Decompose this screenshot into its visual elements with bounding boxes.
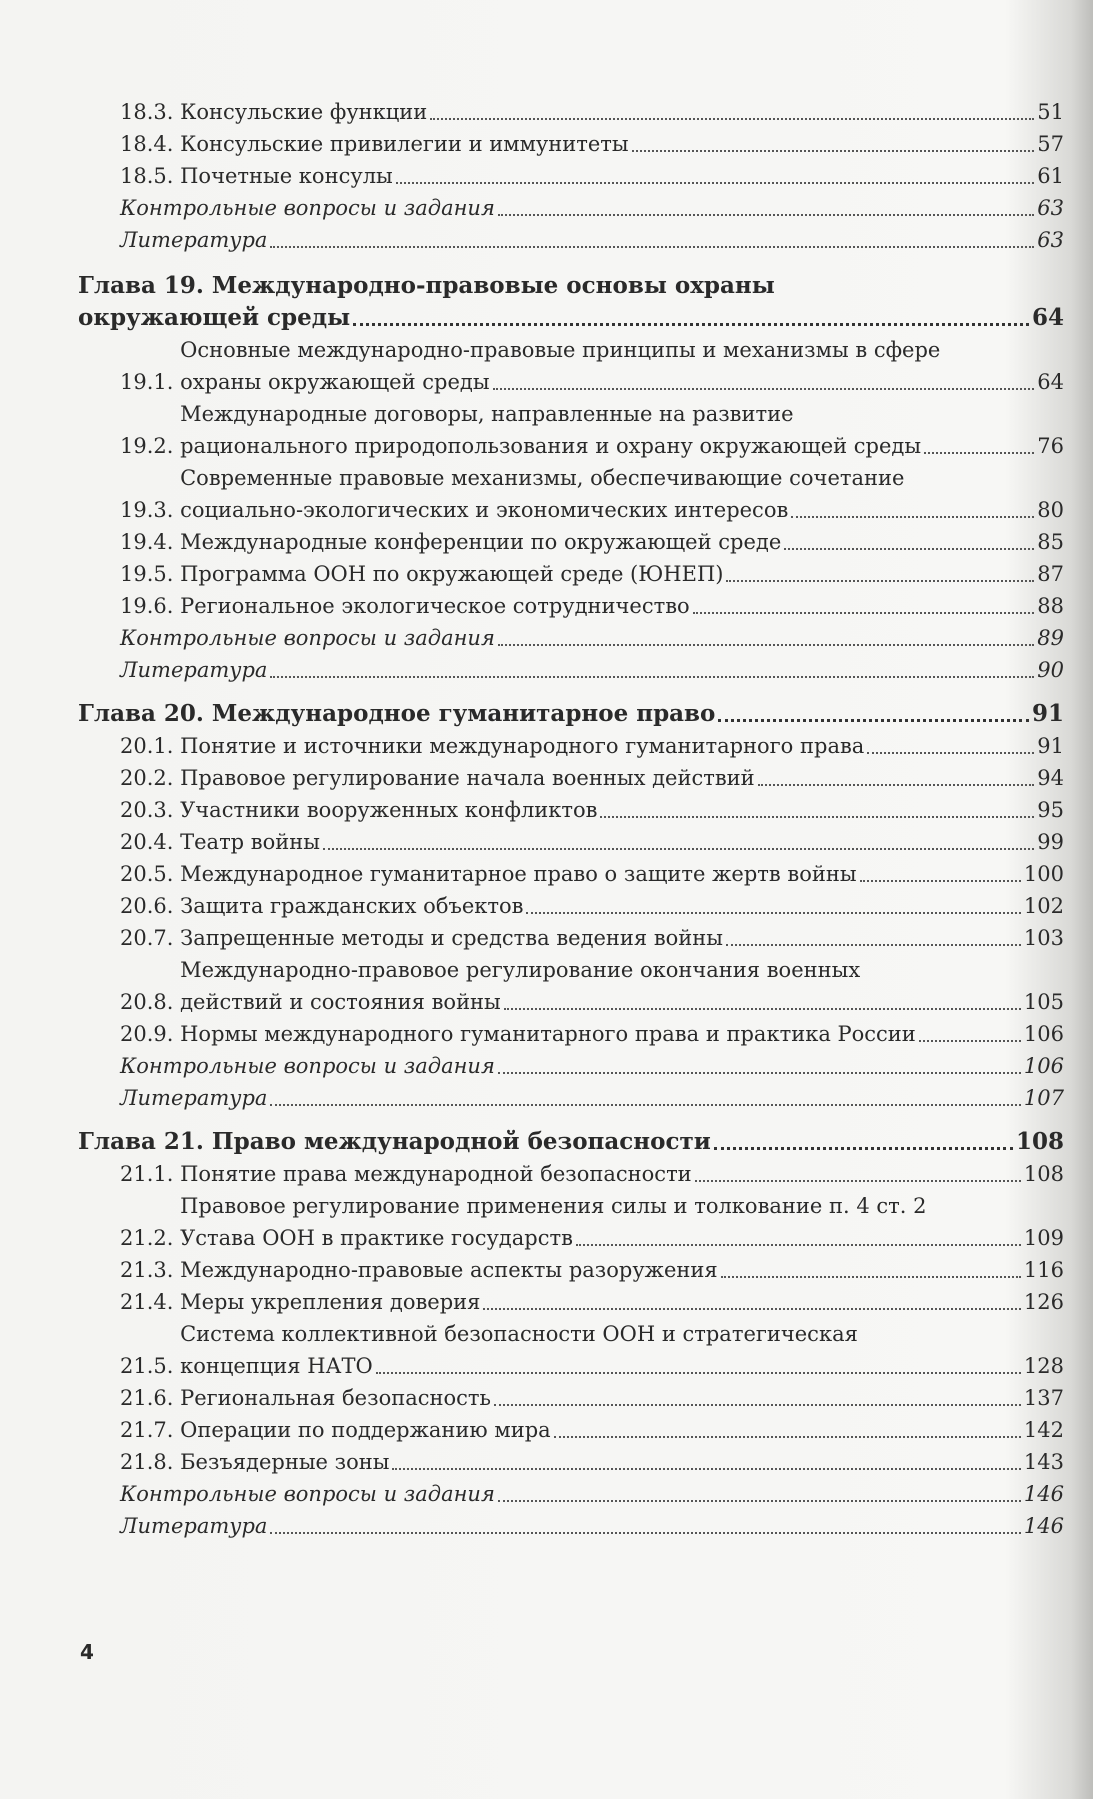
leader-dots [919, 1040, 1021, 1042]
toc-entry-19-4: 19.4. Международные конференции по окружающей среде 85 [120, 530, 1064, 554]
leader-dots [758, 784, 1035, 786]
leader-dots [396, 182, 1035, 184]
toc-entry-20-6: 20.6. Защита гражданских объектов 102 [120, 894, 1064, 918]
leader-dots [494, 1404, 1021, 1406]
toc-entry-21-7: 21.7. Операции по поддержанию мира 142 [120, 1418, 1064, 1442]
leader-dots [714, 1147, 1013, 1150]
toc-entry-20-questions: Контрольные вопросы и задания 106 [120, 1054, 1064, 1078]
toc-entry-19-5: 19.5. Программа ООН по окружающей среде (ЮНЕП) 87 [120, 562, 1064, 586]
leader-dots [430, 118, 1034, 120]
toc-entry-21-6: 21.6. Региональная безопасность 137 [120, 1386, 1064, 1410]
leader-dots [498, 214, 1034, 216]
leader-dots [270, 1532, 1020, 1534]
leader-dots [718, 719, 1029, 722]
toc-entry-20-5: 20.5. Международное гуманитарное право о защите жертв войны 100 [120, 862, 1064, 886]
leader-dots [860, 880, 1021, 882]
leader-dots [576, 1244, 1021, 1246]
leader-dots [504, 1008, 1021, 1010]
leader-dots [498, 1072, 1021, 1074]
leader-dots [791, 516, 1034, 518]
toc-entry-18-3: 18.3. Консульские функции 51 [120, 100, 1064, 124]
toc-entry-21-questions: Контрольные вопросы и задания 146 [120, 1482, 1064, 1506]
leader-dots [867, 752, 1034, 754]
leader-dots [353, 323, 1029, 326]
leader-dots [392, 1468, 1020, 1470]
leader-dots [498, 644, 1034, 646]
leader-dots [376, 1372, 1021, 1374]
leader-dots [726, 944, 1021, 946]
toc-entry-19-6: 19.6. Региональное экологическое сотрудничество 88 [120, 594, 1064, 618]
toc-entry-21-literature: Литература 146 [120, 1514, 1064, 1538]
leader-dots [526, 912, 1020, 914]
leader-dots [270, 246, 1034, 248]
toc-entry-20-8: 20.8. Международно-правовое регулирование окончания военных действий и состояния войны 105 [120, 958, 1064, 1014]
toc-entry-19-2: 19.2. Международные договоры, направленные на развитие рационального природопользования и охрану окружающей среды 76 [120, 402, 1064, 458]
leader-dots [784, 548, 1034, 550]
leader-dots [270, 676, 1034, 678]
toc-entry-21-8: 21.8. Безъядерные зоны 143 [120, 1450, 1064, 1474]
leader-dots [483, 1308, 1020, 1310]
leader-dots [693, 612, 1035, 614]
toc-entry-20-3: 20.3. Участники вооруженных конфликтов 95 [120, 798, 1064, 822]
toc-entry-21-2: 21.2. Правовое регулирование применения силы и толкование п. 4 ст. 2 Устава ООН в практике государств 109 [120, 1194, 1064, 1250]
toc-entry-20-7: 20.7. Запрещенные методы и средства ведения войны 103 [120, 926, 1064, 950]
toc-entry-18-literature: Литература 63 [120, 228, 1064, 252]
toc-entry-19-questions: Контрольные вопросы и задания 89 [120, 626, 1064, 650]
toc-entry-18-questions: Контрольные вопросы и задания 63 [120, 196, 1064, 220]
toc-entry-20-literature: Литература 107 [120, 1086, 1064, 1110]
leader-dots [600, 816, 1034, 818]
leader-dots [924, 452, 1034, 454]
toc-entry-19-literature: Литература 90 [120, 658, 1064, 682]
leader-dots [632, 150, 1035, 152]
toc-entry-19-1: 19.1. Основные международно-правовые принципы и механизмы в сфере охраны окружающей среды 64 [120, 338, 1064, 394]
page-number: 4 [80, 1640, 94, 1664]
leader-dots [498, 1500, 1021, 1502]
toc-entry-21-4: 21.4. Меры укрепления доверия 126 [120, 1290, 1064, 1314]
toc-entry-20-1: 20.1. Понятие и источники международного гуманитарного права 91 [120, 734, 1064, 758]
leader-dots [493, 388, 1035, 390]
leader-dots [721, 1276, 1021, 1278]
toc-entry-21-5: 21.5. Система коллективной безопасности ООН и стратегическая концепция НАТО 128 [120, 1322, 1064, 1378]
toc-entry-18-4: 18.4. Консульские привилегии и иммунитеты 57 [120, 132, 1064, 156]
toc-entry-20-4: 20.4. Театр войны 99 [120, 830, 1064, 854]
toc-entry-20-2: 20.2. Правовое регулирование начала военных действий 94 [120, 766, 1064, 790]
chapter-20-heading: Глава 20. Международное гуманитарное право 91 [78, 700, 1064, 727]
leader-dots [726, 580, 1034, 582]
toc-entry-21-1: 21.1. Понятие права международной безопасности 108 [120, 1162, 1064, 1186]
toc-entry-20-9: 20.9. Нормы международного гуманитарного права и практика России 106 [120, 1022, 1064, 1046]
leader-dots [554, 1436, 1021, 1438]
leader-dots [270, 1104, 1020, 1106]
leader-dots [323, 848, 1034, 850]
chapter-19-heading: Глава 19. Международно-правовые основы охраны окружающей среды 64 [78, 272, 1064, 331]
table-of-contents [78, 96, 1064, 1542]
toc-entry-18-5: 18.5. Почетные консулы 61 [120, 164, 1064, 188]
toc-entry-19-3: 19.3. Современные правовые механизмы, обеспечивающие сочетание социально-экологических и экономических интересов 80 [120, 466, 1064, 522]
toc-entry-21-3: 21.3. Международно-правовые аспекты разоружения 116 [120, 1258, 1064, 1282]
leader-dots [695, 1180, 1021, 1182]
chapter-21-heading: Глава 21. Право международной безопасности 108 [78, 1128, 1064, 1155]
